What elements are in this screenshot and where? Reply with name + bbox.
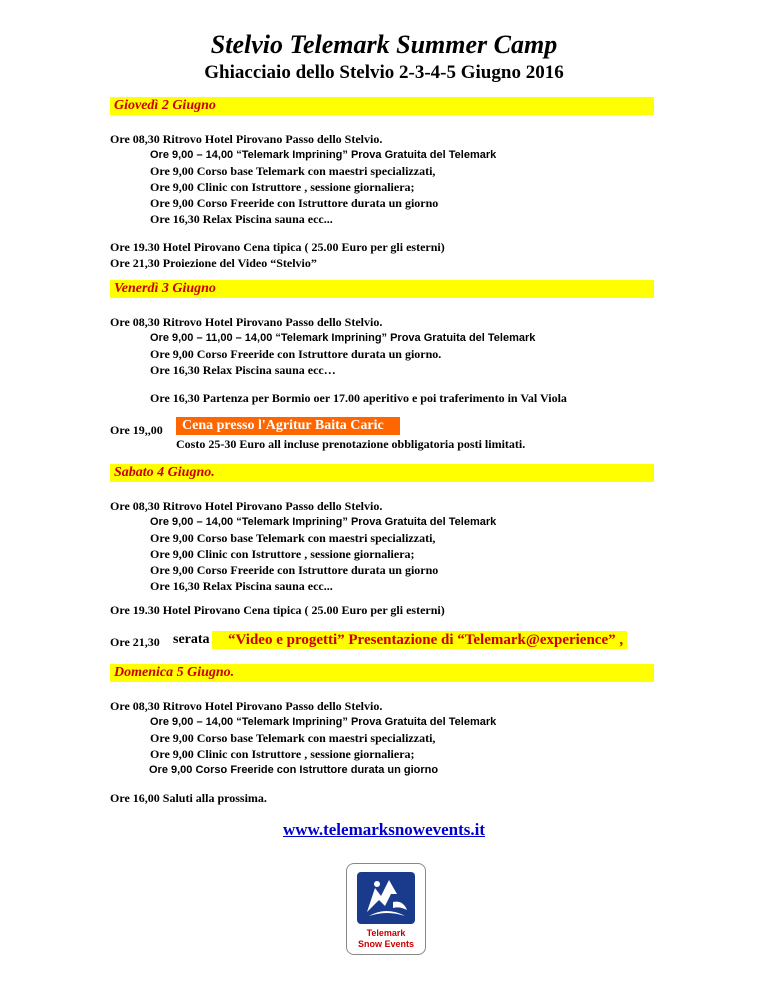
telemark-snow-events-logo bbox=[346, 863, 426, 955]
schedule-line: Ore 19.30 Hotel Pirovano Cena tipica ( 25.00 Euro per gli esterni) bbox=[110, 603, 445, 617]
schedule-line: Ore 9,00 Corso base Telemark con maestri specializzati, bbox=[150, 164, 436, 178]
schedule-line: Ore 21,30 Proiezione del Video “Stelvio” bbox=[110, 256, 317, 270]
schedule-line: Ore 16,30 Relax Piscina sauna ecc... bbox=[150, 212, 333, 226]
schedule-line: Ore 16,30 Partenza per Bormio oer 17.00 aperitivo e poi traferimento in Val Viola bbox=[150, 391, 567, 405]
schedule-line: Ore 16,00 Saluti alla prossima. bbox=[110, 791, 267, 805]
schedule-line: Ore 9,00 Corso base Telemark con maestri specializzati, bbox=[150, 531, 436, 545]
day-heading-giovedi bbox=[110, 97, 654, 115]
logo-emblem-icon bbox=[347, 866, 425, 928]
page-subtitle: Ghiacciaio dello Stelvio 2-3-4-5 Giugno 2016 bbox=[204, 62, 564, 83]
day-heading-venerdi bbox=[110, 280, 654, 298]
schedule-line: Ore 08,30 Ritrovo Hotel Pirovano Passo dello Stelvio. bbox=[110, 499, 383, 513]
logo-text-line1: Telemark bbox=[366, 928, 406, 938]
schedule-line: Ore 08,30 Ritrovo Hotel Pirovano Passo dello Stelvio. bbox=[110, 699, 383, 713]
schedule-line: Ore 16,30 Relax Piscina sauna ecc... bbox=[150, 579, 333, 593]
day-heading-label: Venerdì 3 Giugno bbox=[114, 281, 216, 296]
schedule-line: Ore 9,00 – 14,00 “Telemark Imprining” Prova Gratuita del Telemark bbox=[150, 516, 497, 528]
schedule-line: Ore 9,00 Clinic con Istruttore , sessione giornaliera; bbox=[150, 747, 415, 761]
schedule-line: Ore 19,,00 bbox=[110, 423, 163, 437]
schedule-line: Ore 08,30 Ritrovo Hotel Pirovano Passo dello Stelvio. bbox=[110, 132, 383, 146]
page-title: Stelvio Telemark Summer Camp bbox=[210, 30, 558, 59]
day-heading-sabato bbox=[110, 464, 654, 482]
day-heading-label: Sabato 4 Giugno. bbox=[114, 465, 215, 480]
logo-text-line2: Snow Events bbox=[357, 939, 414, 949]
schedule-line: Ore 19.30 Hotel Pirovano Cena tipica ( 25.00 Euro per gli esterni) bbox=[110, 240, 445, 254]
serata-label: serata bbox=[173, 632, 210, 647]
schedule-line: Ore 9,00 Corso base Telemark con maestri specializzati, bbox=[150, 731, 436, 745]
schedule-line: Ore 9,00 Corso Freeride con Istruttore durata un giorno bbox=[150, 563, 439, 577]
day-heading-domenica bbox=[110, 664, 654, 682]
schedule-line: Ore 9,00 Corso Freeride con Istruttore durata un giorno bbox=[150, 196, 439, 210]
day-heading-label: Giovedì 2 Giugno bbox=[114, 98, 216, 113]
schedule-line: Ore 08,30 Ritrovo Hotel Pirovano Passo dello Stelvio. bbox=[110, 315, 383, 329]
video-presentation-highlight: “Video e progetti” Presentazione di “Telemark@experience” , bbox=[212, 631, 627, 649]
website-link[interactable]: www.telemarksnowevents.it bbox=[282, 820, 486, 839]
day-heading-label: Domenica 5 Giugno. bbox=[114, 665, 235, 680]
schedule-line: Ore 9,00 Clinic con Istruttore , sessione giornaliera; bbox=[150, 547, 415, 561]
schedule-line: Ore 16,30 Relax Piscina sauna ecc… bbox=[150, 363, 336, 377]
schedule-line: Ore 9,00 – 14,00 “Telemark Imprining” Prova Gratuita del Telemark bbox=[150, 716, 497, 728]
schedule-line: Ore 9,00 Clinic con Istruttore , sessione giornaliera; bbox=[150, 180, 415, 194]
schedule-line: Ore 9,00 Corso Freeride con Istruttore durata un giorno. bbox=[150, 347, 442, 361]
dinner-location-highlight: Cena presso l'Agritur Baita Caric bbox=[176, 417, 400, 435]
schedule-line: Ore 9,00 – 11,00 – 14,00 “Telemark Imprining” Prova Gratuita del Telemark bbox=[150, 332, 536, 344]
schedule-line: Ore 21,30 bbox=[110, 635, 160, 649]
schedule-line: Ore 9,00 Corso Freeride con Istruttore durata un giorno bbox=[149, 764, 439, 776]
schedule-line: Costo 25-30 Euro all incluse prenotazione obbligatoria posti limitati. bbox=[176, 437, 526, 451]
schedule-line: Ore 9,00 – 14,00 “Telemark Imprining” Prova Gratuita del Telemark bbox=[150, 149, 497, 161]
